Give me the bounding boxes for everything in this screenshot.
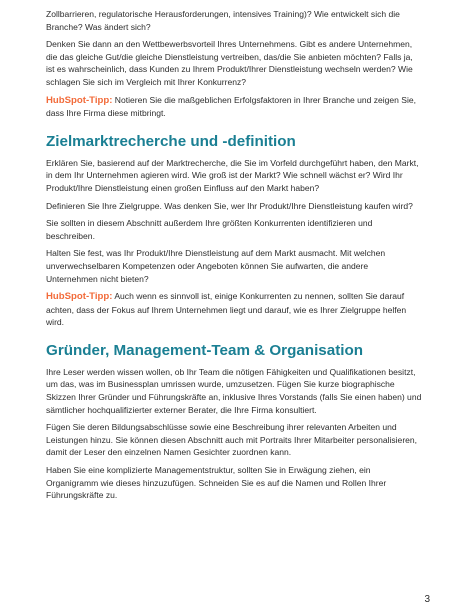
tip-label: HubSpot-Tipp: <box>46 94 113 106</box>
section-heading-gruender: Gründer, Management-Team & Organisation <box>46 341 364 359</box>
tip-label: HubSpot-Tipp: <box>46 291 113 303</box>
document-page <box>46 8 422 507</box>
body-paragraph: Ihre Leser werden wissen wollen, ob Ihr Team die nötigen Fähigkeiten und Qualifikationen besitzt, um das, was im Businessplan umrissen wurde, umzusetzen. Fügen Sie kurze biographische Skizzen Ihrer Gründer und Führungskräfte an, inklusive Ihres Vorstands (falls Sie einen haben) und sämtlicher hochqualifizierter externer Berater, die Ihre Firma konsultiert. <box>46 366 422 415</box>
page-number: 3 <box>424 594 430 605</box>
body-paragraph: Sie sollten in diesem Abschnitt außerdem Ihre größten Konkurrenten identifizieren und beschreiben. <box>46 218 373 241</box>
hubspot-tip <box>46 290 422 329</box>
body-paragraph: Definieren Sie Ihre Zielgruppe. Was denken Sie, wer Ihr Produkt/Ihre Dienstleistung kaufen wird? <box>46 200 413 211</box>
tip-text: Auch wenn es sinnvoll ist, einige Konkurrenten zu nennen, sollten Sie darauf achten, dass der Fokus auf Ihrem Unternehmen liegt und darauf, wie es Ihrer Zielgruppe helfen wird. <box>46 291 407 328</box>
body-paragraph: Halten Sie fest, was Ihr Produkt/Ihre Dienstleistung auf dem Markt ausmacht. Mit welchen unverwechselbaren Kompetenzen oder Angeboten können Sie aufwarten, die andere Unternehmen nicht bieten? <box>46 248 386 284</box>
body-paragraph: Haben Sie eine komplizierte Managementstruktur, sollten Sie in Erwägung ziehen, ein Organigramm wie dieses hinzuzufügen. Schneiden Sie es auf die Namen und Rollen Ihrer Führungskräfte zu. <box>46 465 387 501</box>
tip-text: Notieren Sie die maßgeblichen Erfolgsfaktoren in Ihrer Branche und zeigen Sie, dass Ihre Firma diese mitbringt. <box>46 94 417 119</box>
section-heading-zielmarkt: Zielmarktrecherche und -definition <box>46 132 296 150</box>
body-paragraph: Erklären Sie, basierend auf der Marktrecherche, die Sie im Vorfeld durchgeführt haben, den Markt, in dem Ihr Unternehmen agieren wird. Wie groß ist der Markt? Wie schnell wächst er? Wird Ihr Produkt/Ihre Dienstleistung einen großen Einfluss auf den Markt haben? <box>46 157 419 193</box>
hubspot-tip <box>46 94 422 120</box>
intro-paragraph: Denken Sie dann an den Wettbewerbsvorteil Ihres Unternehmens. Gibt es andere Unternehmen, die das gleiche Gut/die gleiche Dienstleistung vertreiben, das/die Sie anbieten möchten? Falls ja, ist es wahrscheinlich, dass Kunden zu Ihrem Produkt/Ihrer Dienstleistung wechseln werden? Wie schlagen Sie sich im Vergleich mit Ihrer Konkurrenz? <box>46 39 413 87</box>
intro-paragraph: Zollbarrieren, regulatorische Herausforderungen, intensives Training)? Wie entwickelt sich die Branche? Was ändert sich? <box>46 9 400 32</box>
body-paragraph: Fügen Sie deren Bildungsabschlüsse sowie eine Beschreibung ihrer relevanten Arbeiten und Leistungen hinzu. Sie können diesen Abschnitt auch mit Portraits Ihrer Mitarbeiter personalisieren, damit der Leser den einzelnen Namen Gesichter zuordnen kann. <box>46 422 418 458</box>
